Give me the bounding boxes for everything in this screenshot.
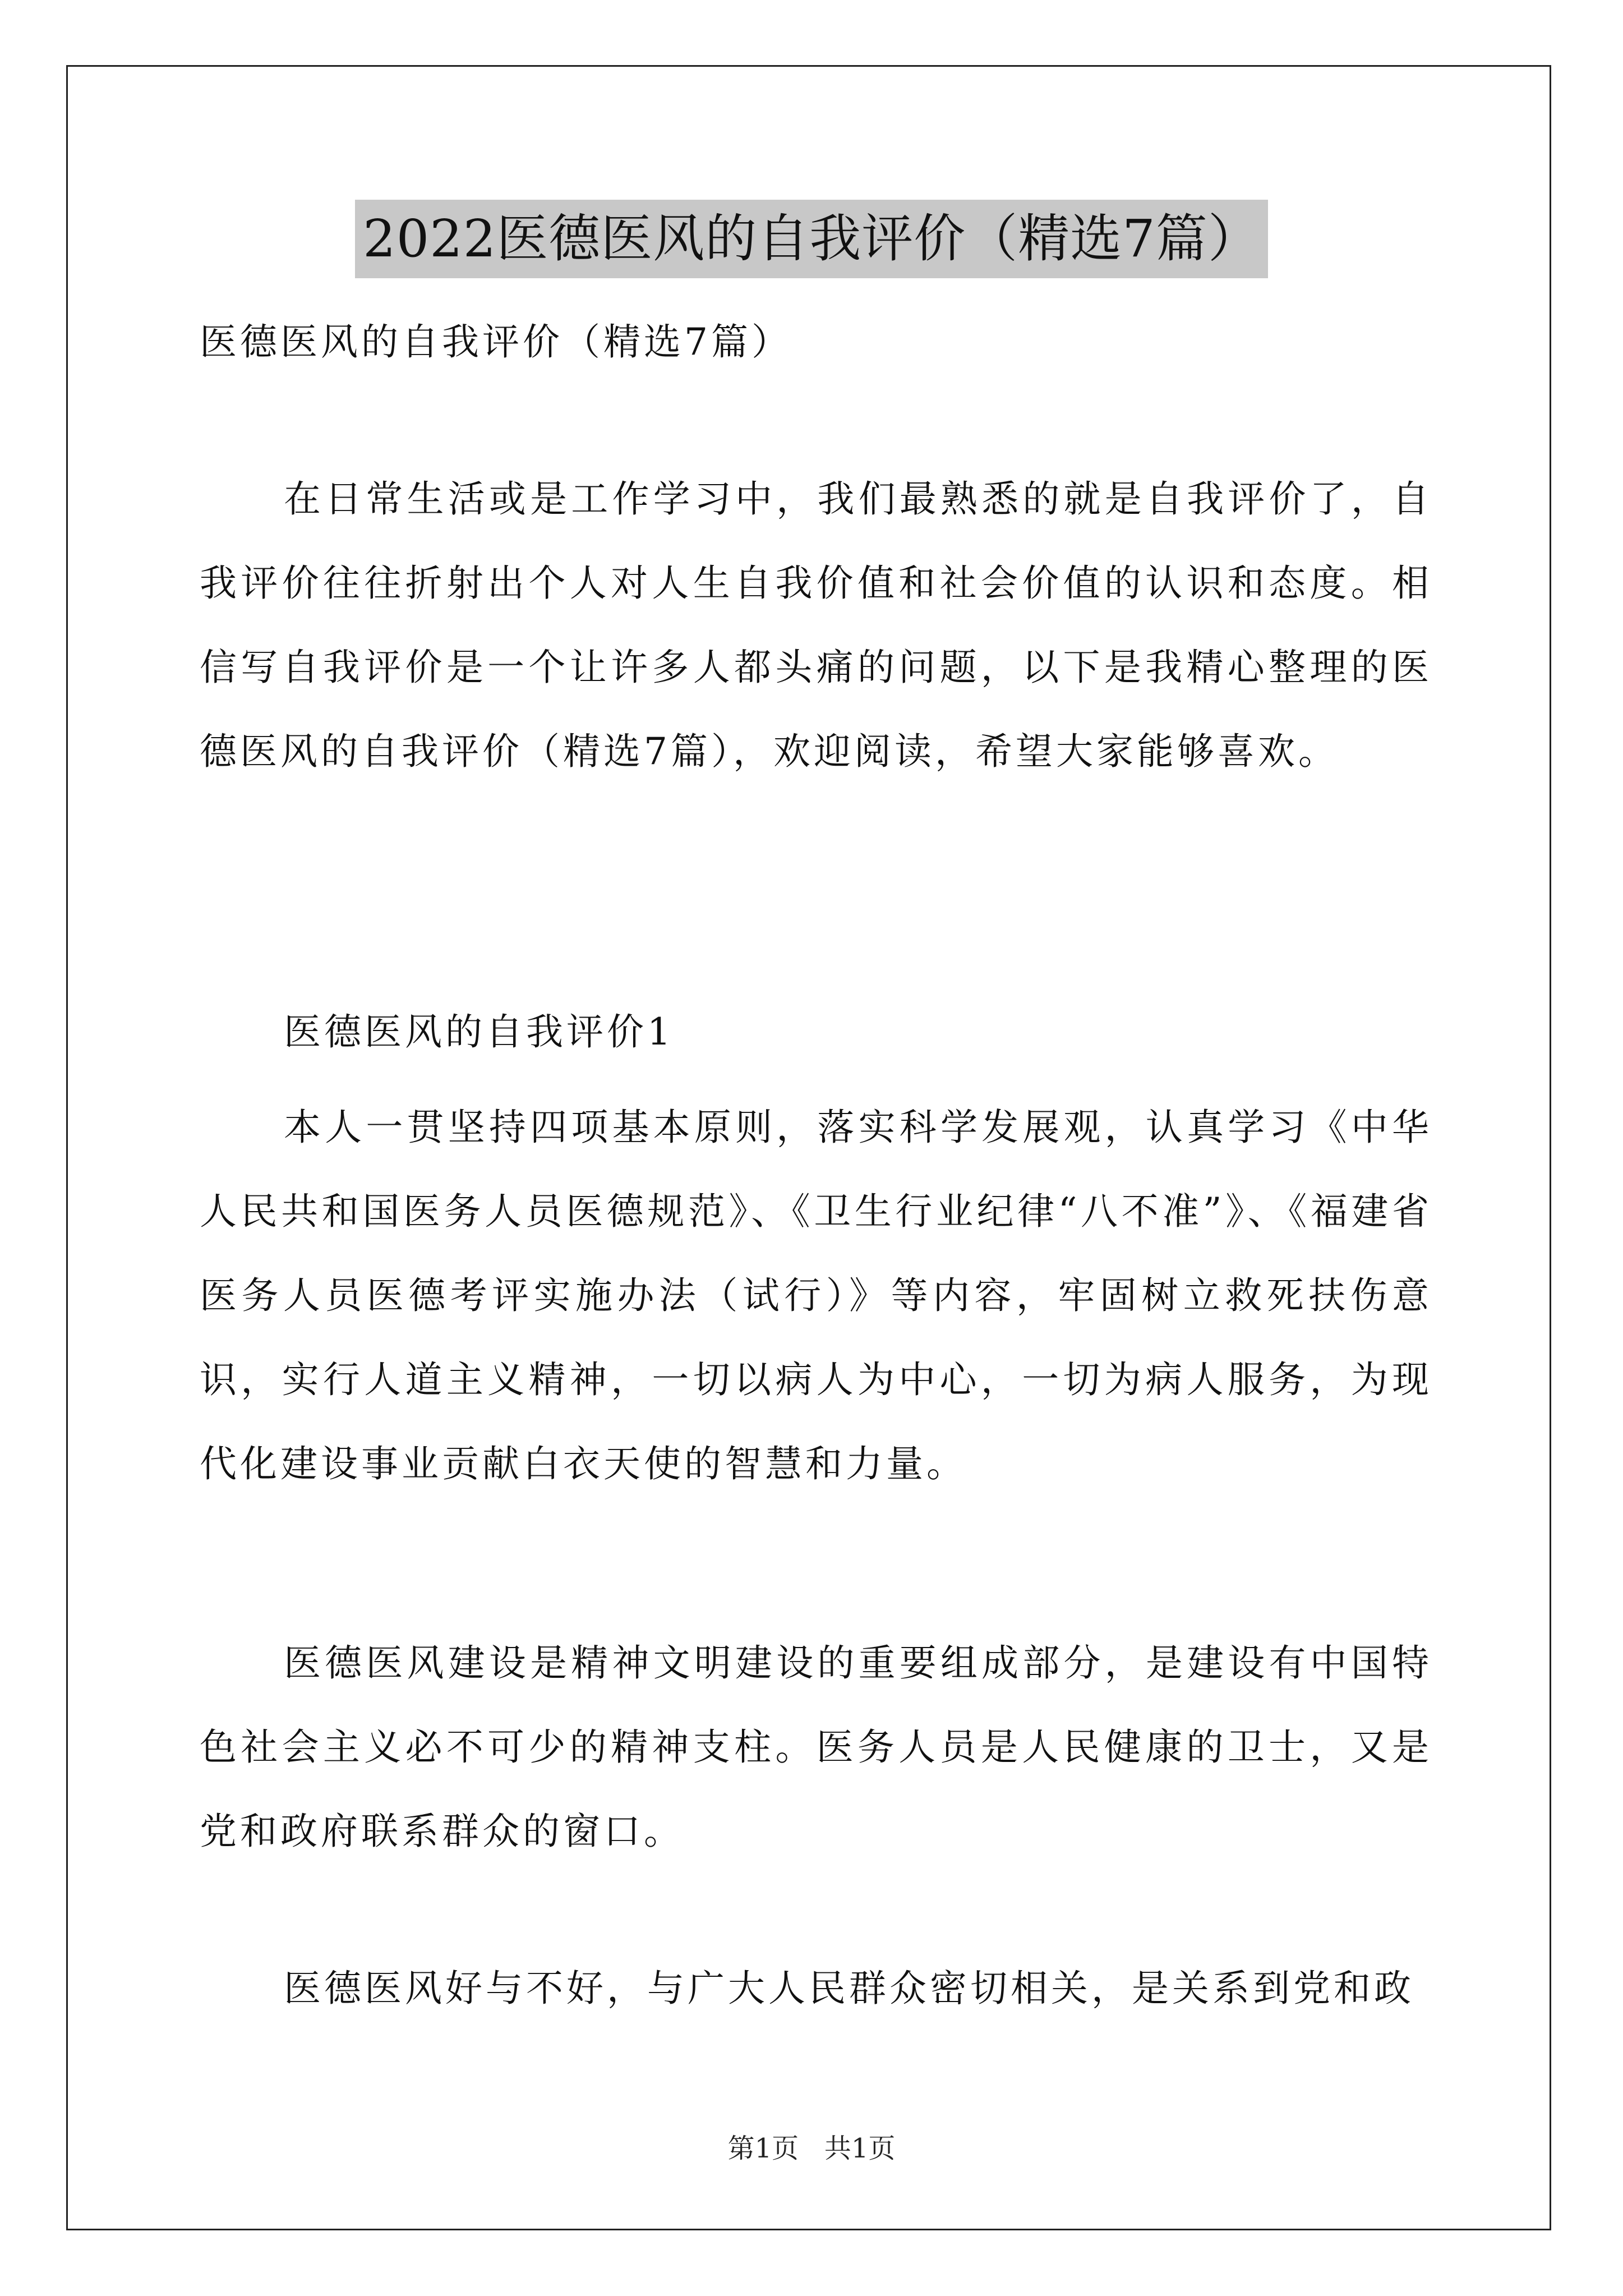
body-paragraph: 本人一贯坚持四项基本原则，落实科学发展观，认真学习《中华人民共和国医务人员医德规范》、《卫生行业纪律“八不准”》、《福建省医务人员医德考评实施办法（试行）》等内容，牢固树立救死扶伤意识，实行人道主义精神，一切以病人为中心，一切为病人服务，为现代化建设事业贡献白衣天使的智慧和力量。 xyxy=(200,1106,1432,1485)
title-container xyxy=(0,200,1623,278)
page-footer: 第1页 共1页 xyxy=(727,2133,896,2164)
body-paragraph: 医德医风好与不好，与广大人民群众密切相关，是关系到党和政 xyxy=(284,1967,1414,2010)
body-paragraph: 医德医风建设是精神文明建设的重要组成部分，是建设有中国特色社会主义必不可少的精神支柱。医务人员是人民健康的卫士，又是党和政府联系群众的窗口。 xyxy=(200,1641,1432,1853)
intro-paragraph: 在日常生活或是工作学习中，我们最熟悉的就是自我评价了，自我评价往往折射出个人对人生自我价值和社会价值的认识和态度。相信写自我评价是一个让许多人都头痛的问题，以下是我精心整理的医德医风的自我评价（精选7篇），欢迎阅读，希望大家能够喜欢。 xyxy=(200,477,1432,773)
section-heading: 医德医风的自我评价1 xyxy=(284,1010,674,1053)
document-subtitle: 医德医风的自我评价（精选7篇） xyxy=(200,320,792,364)
document-title: 2022医德医风的自我评价（精选7篇） xyxy=(355,200,1268,278)
